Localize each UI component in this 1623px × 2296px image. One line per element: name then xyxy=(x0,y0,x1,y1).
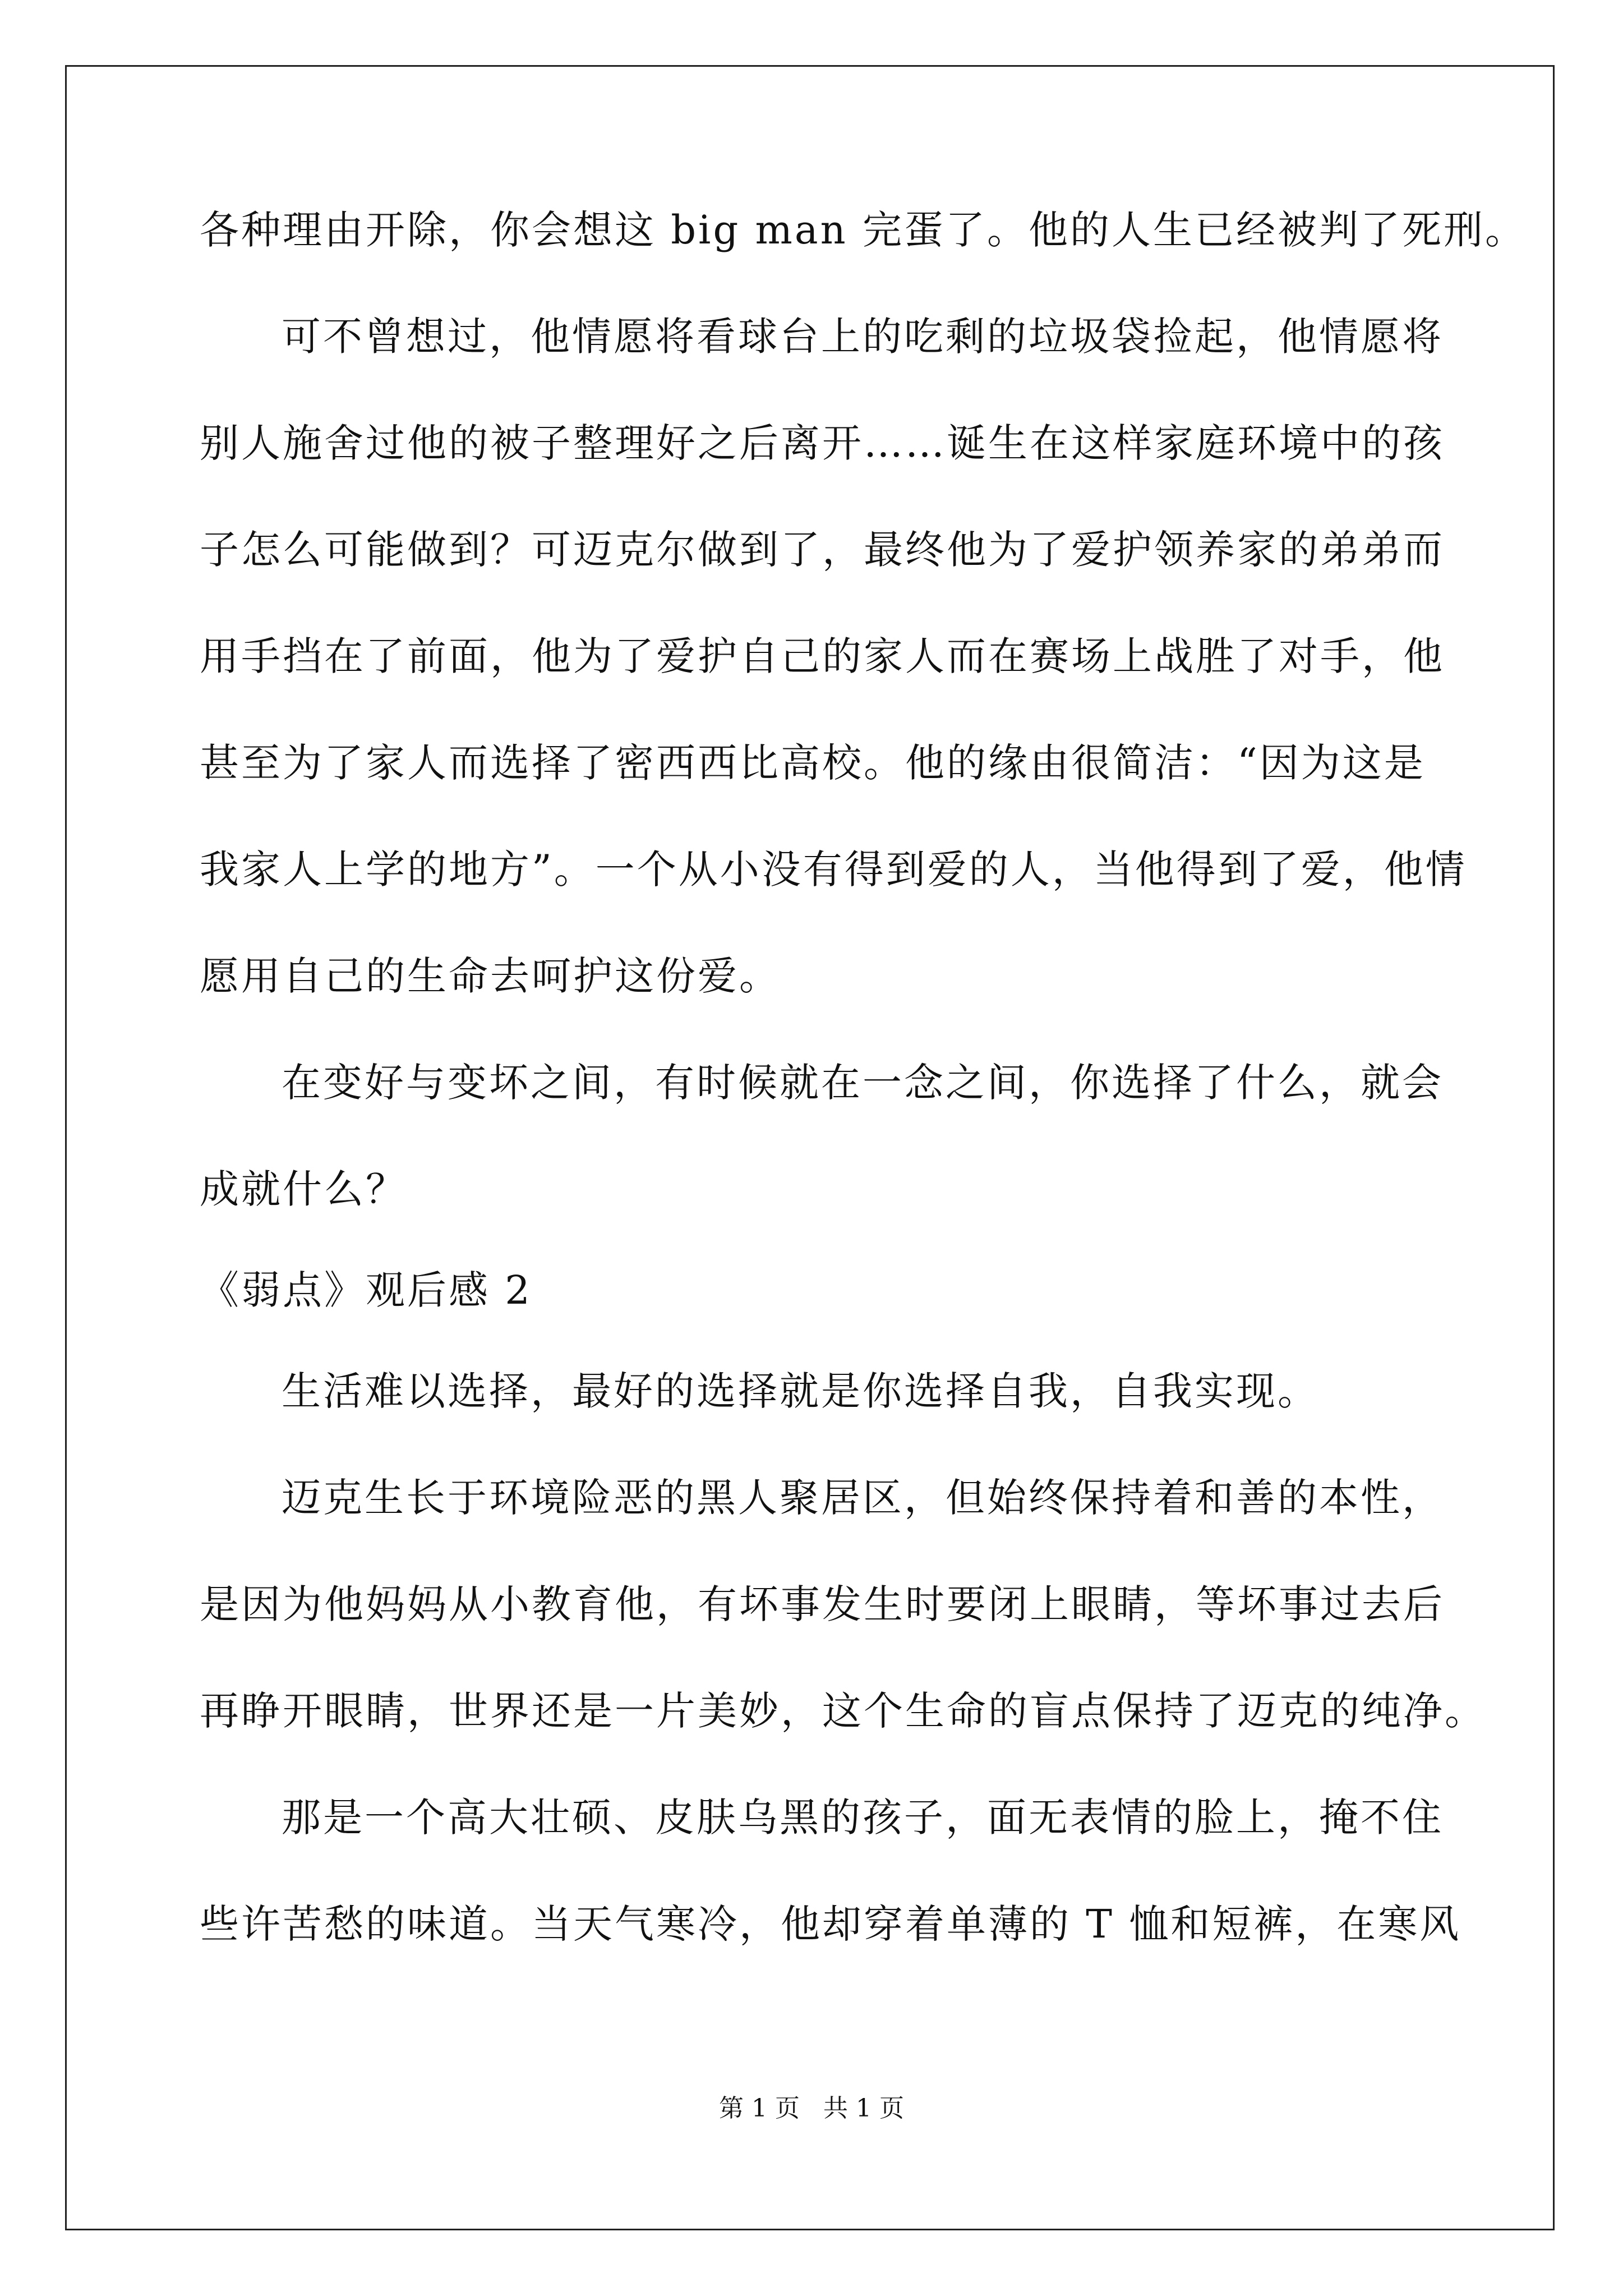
page-footer xyxy=(0,2095,1623,2123)
text-line: 那是一个高大壮硕、皮肤乌黑的孩子，面无表情的脸上，掩不住 xyxy=(282,1795,1444,1841)
page-number: 第 1 页 xyxy=(719,2094,800,2123)
text-line: 再睁开眼睛，世界还是一片美妙，这个生命的盲点保持了迈克的纯净。 xyxy=(200,1688,1486,1734)
text-line: 甚至为了家人而选择了密西西比高校。他的缘由很简洁：“因为这是 xyxy=(200,740,1426,786)
text-line: 用手挡在了前面，他为了爱护自己的家人而在赛场上战胜了对手，他 xyxy=(200,633,1445,679)
text-line: 可不曾想过，他情愿将看球台上的吃剩的垃圾袋捡起，他情愿将 xyxy=(282,314,1444,360)
text-line: 生活难以选择，最好的选择就是你选择自我，自我实现。 xyxy=(282,1368,1319,1414)
text-line: 在变好与变坏之间，有时候就在一念之间，你选择了什么，就会 xyxy=(282,1060,1444,1106)
text-line: 是因为他妈妈从小教育他，有坏事发生时要闭上眼睛，等坏事过去后 xyxy=(200,1581,1445,1627)
text-line: 子怎么可能做到？可迈克尔做到了，最终他为了爱护领养家的弟弟而 xyxy=(200,527,1445,573)
text-line: 别人施舍过他的被子整理好之后离开……诞生在这样家庭环境中的孩 xyxy=(200,420,1445,466)
text-line: 成就什么？ xyxy=(200,1166,407,1212)
page-total: 共 1 页 xyxy=(823,2094,904,2123)
text-line: 我家人上学的地方”。一个从小没有得到爱的人，当他得到了爱，他情 xyxy=(200,846,1467,892)
text-line: 些许苦愁的味道。当天气寒冷，他却穿着单薄的 T 恤和短裤，在寒风 xyxy=(200,1901,1461,1947)
text-line: 各种理由开除，你会想这 big man 完蛋了。他的人生已经被判了死刑。 xyxy=(200,207,1527,253)
section-heading: 《弱点》观后感 2 xyxy=(200,1267,532,1313)
text-line: 迈克生长于环境险恶的黑人聚居区，但始终保持着和善的本性， xyxy=(282,1475,1444,1521)
text-line: 愿用自己的生命去呵护这份爱。 xyxy=(200,953,781,999)
